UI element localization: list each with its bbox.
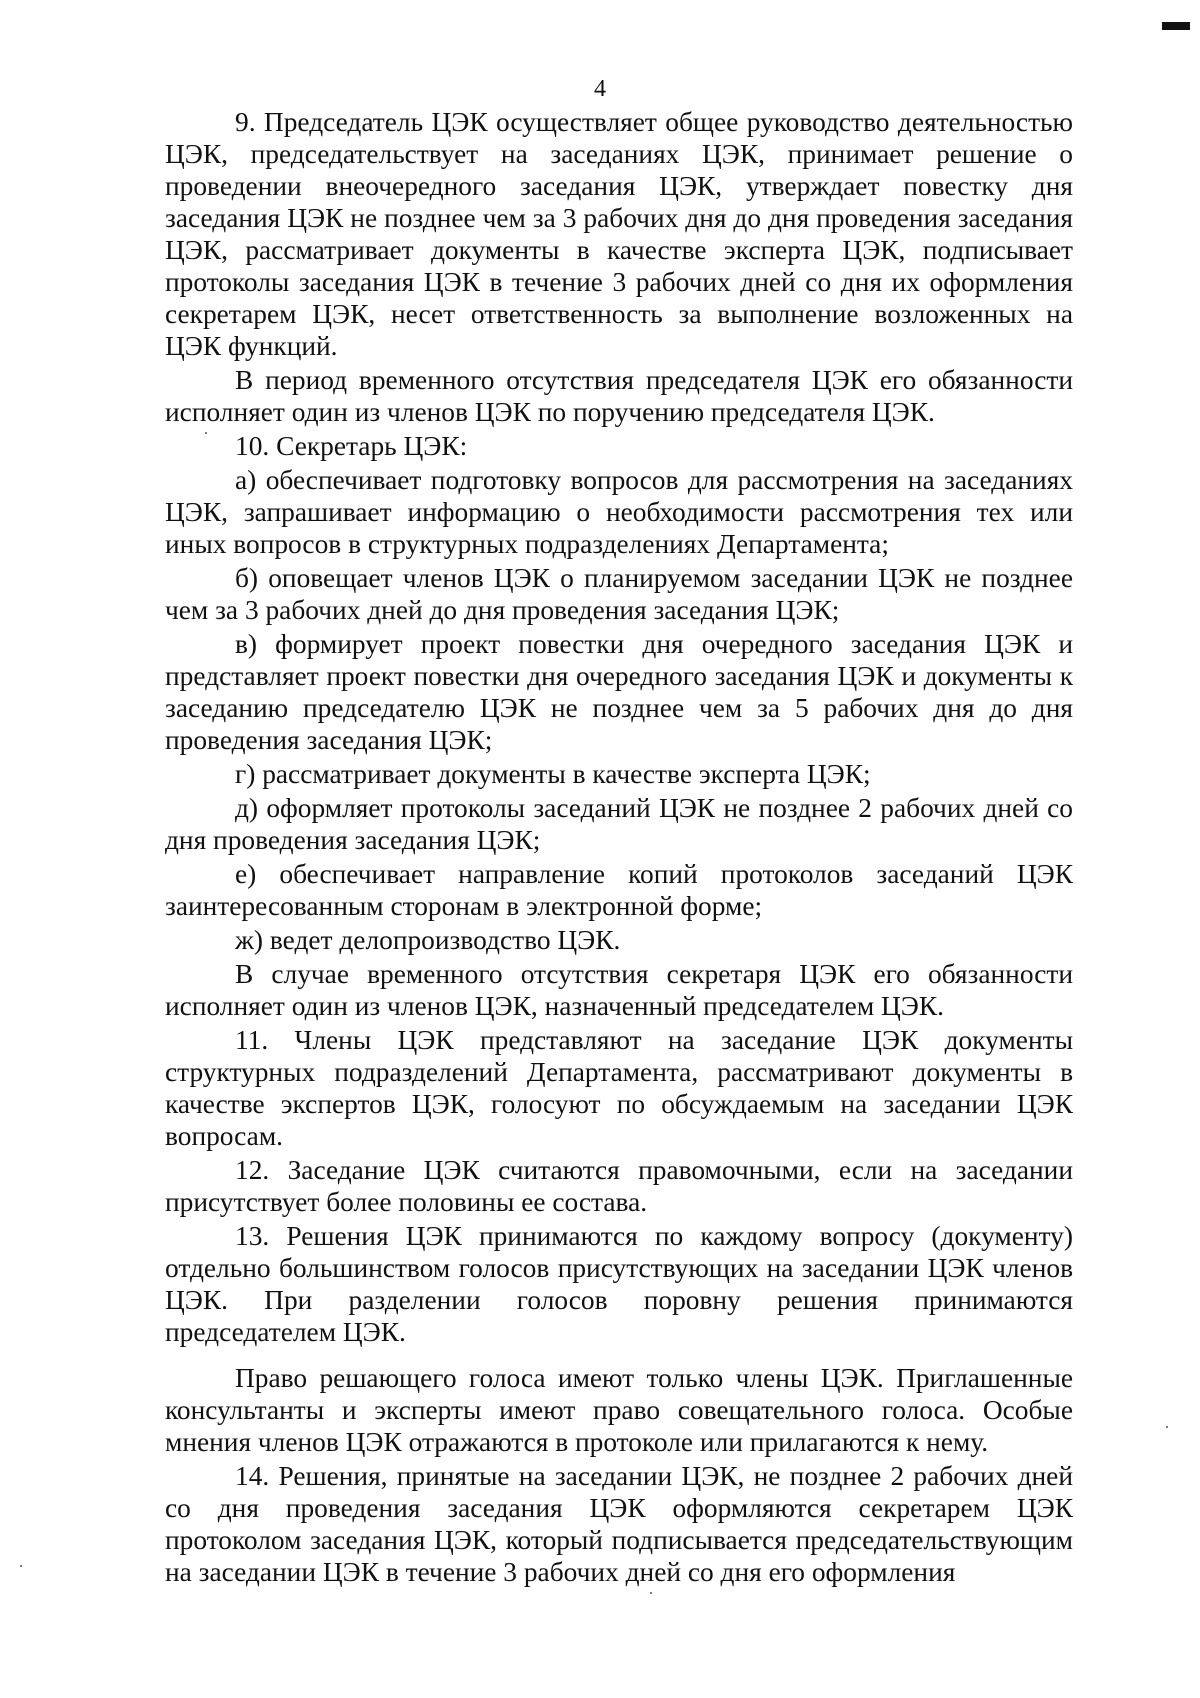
paragraph-item-12: 12. Заседание ЦЭК считаются правомочными, если на заседании присутствует более половины ее состава. (165, 1155, 1073, 1217)
document-body (165, 106, 1073, 1590)
page-number: 4 (594, 76, 606, 102)
paragraph-secretary-absence: В случае временного отсутствия секретаря ЦЭК его обязанности исполняет один из членов ЦЭК, назначенный председателем ЦЭК. (165, 959, 1073, 1021)
paragraph-item-10b: б) оповещает членов ЦЭК о планируемом заседании ЦЭК не позднее чем за 3 рабочих дней до дня проведения заседания ЦЭК; (165, 563, 1073, 625)
paragraph-voting-rights: Право решающего голоса имеют только члены ЦЭК. Приглашенные консультанты и эксперты имеют право совещательного голоса. Особые мнения членов ЦЭК отражаются в протоколе или прилагаются к нему. (165, 1363, 1073, 1457)
scan-speck (20, 1565, 22, 1567)
paragraph-item-10v: в) формирует проект повестки дня очередного заседания ЦЭК и представляет проект повестки дня очередного заседания ЦЭК и документы к заседанию председателю ЦЭК не позднее чем за 5 рабочих дня до дня проведения заседания ЦЭК; (165, 629, 1073, 755)
scan-speck (1166, 1426, 1168, 1428)
paragraph-item-10a: а) обеспечивает подготовку вопросов для рассмотрения на заседаниях ЦЭК, запрашивает информацию о необходимости рассмотрения тех или иных вопросов в структурных подразделениях Департамента; (165, 465, 1073, 559)
paragraph-item-9: 9. Председатель ЦЭК осуществляет общее руководство деятельностью ЦЭК, председательствует на заседаниях ЦЭК, принимает решение о проведении внеочередного заседания ЦЭК, утверждает повестку дня заседания ЦЭК не позднее чем за 3 рабочих дня до дня проведения заседания ЦЭК, рассматривает документы в качестве эксперта ЦЭК, подписывает протоколы заседания ЦЭК в течение 3 рабочих дней со дня их оформления секретарем ЦЭК, несет ответственность за выполнение возложенных на ЦЭК функций. (165, 107, 1073, 361)
paragraph-chairman-absence: В период временного отсутствия председателя ЦЭК его обязанности исполняет один из членов ЦЭК по поручению председателя ЦЭК. (165, 365, 1073, 427)
paragraph-item-14: 14. Решения, принятые на заседании ЦЭК, не позднее 2 рабочих дней со дня проведения заседания ЦЭК оформляются секретарем ЦЭК протоколом заседания ЦЭК, который подписывается председательствующим на заседании ЦЭК в течение 3 рабочих дней со дня его оформления (165, 1461, 1073, 1587)
scan-artifact-mark (1162, 22, 1190, 30)
paragraph-item-10zh: ж) ведет делопроизводство ЦЭК. (235, 925, 621, 955)
paragraph-item-11: 11. Члены ЦЭК представляют на заседание ЦЭК документы структурных подразделений Департамента, рассматривают документы в качестве экспертов ЦЭК, голосуют по обсуждаемым на заседании ЦЭК вопросам. (165, 1025, 1073, 1151)
paragraph-item-10-heading: 10. Секретарь ЦЭК: (235, 431, 468, 461)
scan-speck (650, 1592, 652, 1594)
paragraph-item-10d: д) оформляет протоколы заседаний ЦЭК не позднее 2 рабочих дней со дня проведения заседания ЦЭК; (165, 793, 1073, 855)
paragraph-item-13: 13. Решения ЦЭК принимаются по каждому вопросу (документу) отдельно большинством голосов присутствующих на заседании ЦЭК членов ЦЭК. При разделении голосов поровну решения принимаются председателем ЦЭК. (165, 1221, 1073, 1347)
paragraph-item-10g: г) рассматривает документы в качестве эксперта ЦЭК; (235, 759, 871, 789)
paragraph-item-10e: е) обеспечивает направление копий протоколов заседаний ЦЭК заинтересованным сторонам в электронной форме; (165, 859, 1073, 921)
